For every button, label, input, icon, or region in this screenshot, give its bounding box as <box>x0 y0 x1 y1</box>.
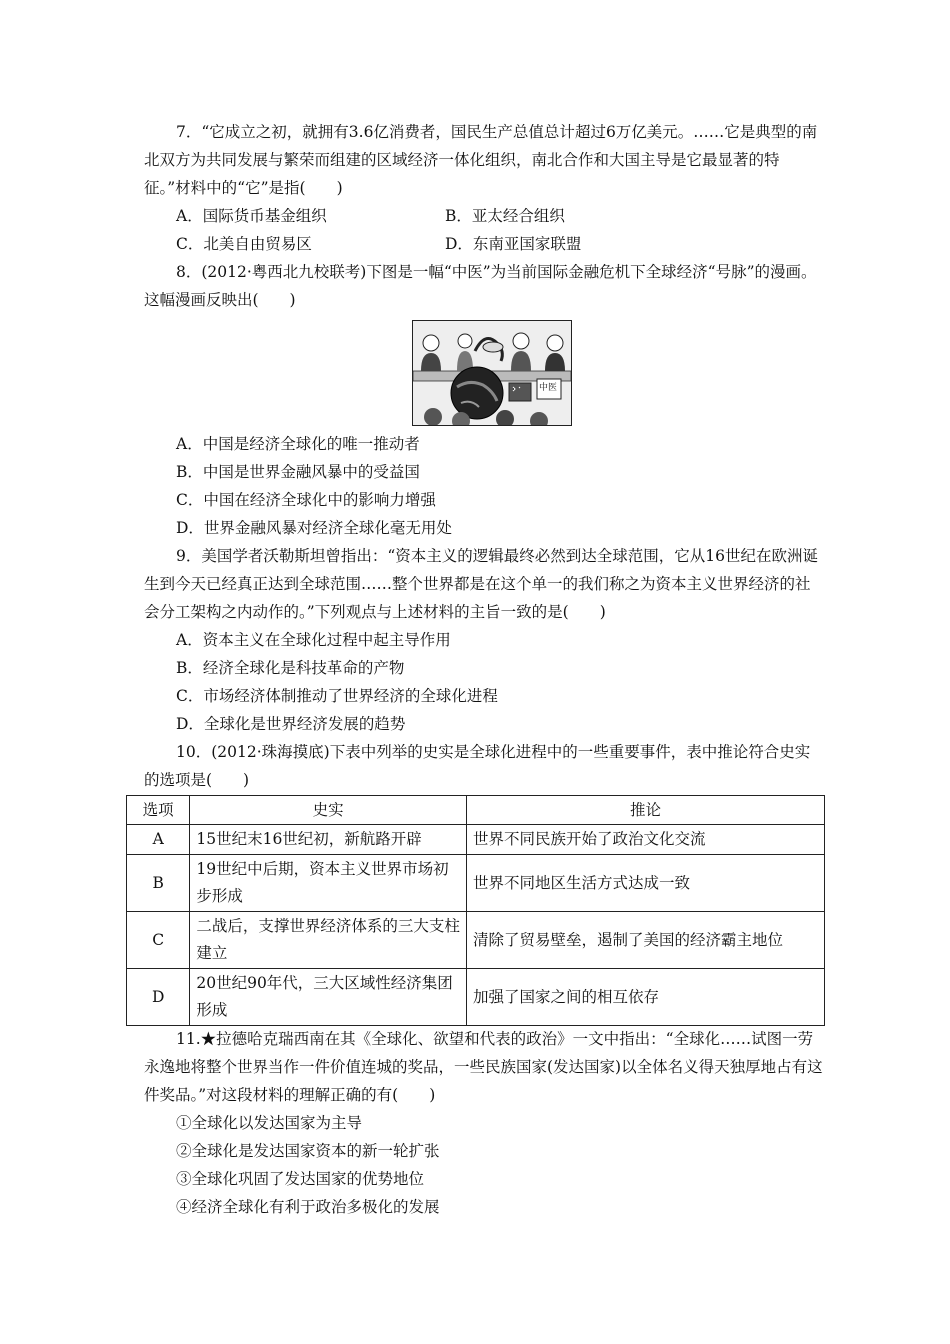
row-fact: 二战后，支撑世界经济体系的三大支柱建立 <box>190 912 467 969</box>
question-7-option-b: B．亚太经合组织 <box>445 207 565 225</box>
question-7-option-d: D．东南亚国家联盟 <box>445 235 582 253</box>
table-header-row <box>127 796 825 825</box>
row-inference: 加强了国家之间的相互依存 <box>466 969 824 1026</box>
question-9-option-d: D．全球化是世界经济发展的趋势 <box>176 715 406 733</box>
row-fact: 15世纪末16世纪初，新航路开辟 <box>190 825 467 855</box>
question-8-stem: 8．(2012·粤西北九校联考)下图是一幅“中医”为当前国际金融危机下全球经济“号脉”的漫画。这幅漫画反映出( ) <box>144 263 817 309</box>
question-7-stem: 7．“它成立之初，就拥有3.6亿消费者，国民生产总值总计超过6万亿美元。……它是典型的南北双方为共同发展与繁荣而组建的区域经济一体化组织，南北合作和大国主导是它最显著的特征。”材料中的“它”是指( ) <box>144 123 818 197</box>
header-fact: 史实 <box>190 796 467 825</box>
row-inference: 世界不同地区生活方式达成一致 <box>466 855 824 912</box>
table-row <box>127 969 825 1026</box>
header-inference: 推论 <box>466 796 824 825</box>
row-option: A <box>127 825 190 855</box>
cartoon-illustration <box>413 321 571 425</box>
question-9-option-b: B．经济全球化是科技革命的产物 <box>176 659 405 677</box>
row-option: B <box>127 855 190 912</box>
question-9-option-a: A．资本主义在全球化过程中起主导作用 <box>176 631 451 649</box>
row-inference: 清除了贸易壁垒，遏制了美国的经济霸主地位 <box>466 912 824 969</box>
chinese-doctor-cartoon <box>412 320 572 426</box>
cartoon-sign-label: 中医 <box>539 383 558 393</box>
question-11-statement-3: ③全球化巩固了发达国家的优势地位 <box>176 1170 425 1188</box>
question-10-stem: 10．(2012·珠海摸底)下表中列举的史实是全球化进程中的一些重要事件，表中推论符合史实的选项是( ) <box>144 743 811 789</box>
header-option: 选项 <box>127 796 190 825</box>
question-8-option-d: D．世界金融风暴对经济全球化毫无用处 <box>176 519 452 537</box>
table-row <box>127 855 825 912</box>
table-row <box>127 912 825 969</box>
question-9-option-c: C．市场经济体制推动了世界经济的全球化进程 <box>176 687 498 705</box>
row-option: D <box>127 969 190 1026</box>
row-option: C <box>127 912 190 969</box>
question-11-statement-4: ④经济全球化有利于政治多极化的发展 <box>176 1198 440 1216</box>
question-8-option-c: C．中国在经济全球化中的影响力增强 <box>176 491 436 509</box>
history-table <box>126 795 825 1026</box>
question-8-option-b: B．中国是世界金融风暴中的受益国 <box>176 463 420 481</box>
row-fact: 19世纪中后期，资本主义世界市场初步形成 <box>190 855 467 912</box>
row-inference: 世界不同民族开始了政治文化交流 <box>466 825 824 855</box>
table-row <box>127 825 825 855</box>
row-fact: 20世纪90年代，三大区域性经济集团形成 <box>190 969 467 1026</box>
question-7-option-c: C．北美自由贸易区 <box>176 235 312 253</box>
question-11-statement-1: ①全球化以发达国家为主导 <box>176 1114 363 1132</box>
question-11-statement-2: ②全球化是发达国家资本的新一轮扩张 <box>176 1142 440 1160</box>
question-8-option-a: A．中国是经济全球化的唯一推动者 <box>176 435 420 453</box>
question-11-stem: 11.★拉德哈克瑞西南在其《全球化、欲望和代表的政治》一文中指出：“全球化……试图一劳永逸地将整个世界当作一件价值连城的奖品，一些民族国家(发达国家)以全体名义得天独厚地占有这件奖品。”对这段材料的理解正确的有( ) <box>144 1030 823 1104</box>
question-7-option-a: A．国际货币基金组织 <box>176 207 327 225</box>
question-9-stem: 9．美国学者沃勒斯坦曾指出：“资本主义的逻辑最终必然到达全球范围，它从16世纪在欧洲诞生到今天已经真正达到全球范围……整个世界都是在这个单一的我们称之为资本主义世界经济的社会分工架构之内动作的。”下列观点与上述材料的主旨一致的是( ) <box>144 547 819 621</box>
